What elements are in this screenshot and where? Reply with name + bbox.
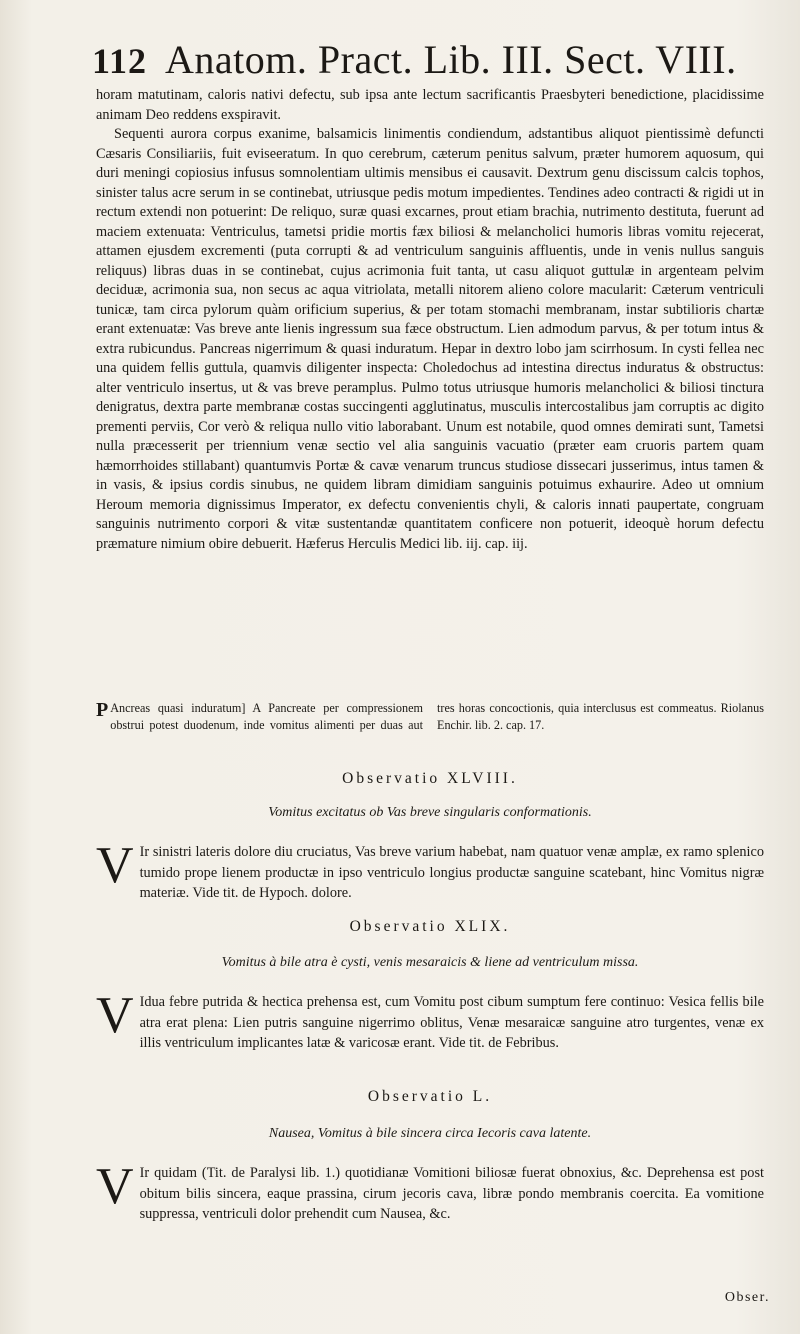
observation-text [96,1158,764,1225]
observation-heading: Observatio L. [367,1088,493,1105]
observation-heading: Observatio XLIX. [349,918,511,935]
footnote-text: Ancreas quasi induratum] A Pancreate per compressionem obstrui potest duodenum, inde vomitus alimenti per duas aut tres horas concoctionis, quia interclusus est commeatus. Riolanus Enchir. lib. 2. cap. 17. [110,701,764,732]
page-number: 112 [92,41,148,81]
paragraph: Sequenti aurora corpus exanime, balsamicis linimentis condiendum, adstantibus aliquot pientissimè defuncti Cæsaris Consiliariis, fuit eviseeratum. In quo cerebrum, cæterum penitus salvum, præter humorem aquosum, qui duri meningi copiosius infusus somnolentiam ultimis mensibus ei causavit. Dextrum genu discissum calcis tophos, sinister talus acre serum in se continebat, utriusque pedis motum impedientes. Tendines adeo contracti & rigidi ut in rectum extendi non potuerint: De reliquo, suræ quasi excarnes, prout etiam brachia, nutrimento destituta, fuerunt ad maciem extenuata: Ventriculus, tametsi pridie mortis fæx biliosi & melancholici humoris libras vomitu rejecerat, attamen ejusdem excrementi (puta corrupti & ad ventriculum sanguinis affluentis, unde in venis nullus sanguis reliquus) libras duas in se continebat, cujus acrimonia fuit tanta, ut casu aliquot guttulæ in argenteam pelvim deciduæ, acrimonia sua, non secus ac aqua vitriolata, metalli nitorem alieno colore macularit: Cæterum ventriculi tunicæ, tam circa pylorum quàm orificium superius, & per totam stomachi membranam, instar subtilioris chartæ erant extenuatæ: Vas breve ante lienis ingressum sua fæce obstructum. Lien admodum parvus, & per totum intus & extra rubicundus. Pancreas nigerrimum & quasi induratum. Hepar in dextro lobo jam scirrhosum. In cysti fellea nec una quidem fellis guttula, quamvis diligenter inspecta: Choledochus ad intestina directus induratus & obstructus: alter ventriculo insertus, ut & vas breve peramplus. Pulmo totus utriusque humoris melancholici & biliosi tinctura denigratus, dextra parte membranæ costas succingenti agglutinatus, musculis intercostalibus jam corruptis ac digito prementi perviis, Cor verò & reliqua nullo vitio laborabant. Unum est notabile, quod omnes demirati sunt, Tametsi nulla præcesserit per triennium venæ sectio vel alia sanguinis vacuatio (præter eam cruoris partem quam hæmorrhoides stillabant) quantumvis Portæ & cavæ venarum truncus studiose dissecari jusserimus, intus tamen & in vasis, & ipsius cordis sinubus, ne quidem libram dimidiam sanguinis potuimus exhaurire. Adeo ut omnium Heroum memoria dignissimus Imperator, ex defectu convenientis chyli, & caloris innati paupertate, congruam sanguinis nutrimento corpori & vitæ sustentandæ quantitatem conficere non potuerit, ideoquè horum defectu præmature nimium obire debuerit. Hæferus Herculis Medici lib. iij. cap. iij. [96,126,764,552]
observation-subtitle: Vomitus à bile atra è cysti, venis mesaraicis & liene ad ventriculum missa. [221,955,639,970]
running-title: Anatom. Pract. Lib. III. Sect. VIII. [165,37,737,82]
drop-cap: V [96,987,134,1044]
observation-subtitle: Vomitus excitatus ob Vas breve singularis conformationis. [268,805,592,820]
footnote [96,700,764,734]
observation-text [96,987,764,1054]
footnote-marker: P [96,699,109,721]
catchword: Obser. [724,1290,770,1305]
paragraph: horam matutinam, caloris nativi defectu, sub ipsa ante lectum sacrificantis Praesbyteri benedictione, placidissime animam Deo reddens exspiravit. [96,87,764,123]
observation-body: Ir quidam (Tit. de Paralysi lib. 1.) quotidianæ Vomitioni biliosæ fuerat obnoxius, &c. Deprehensa est post obitum bilis sincera, eaque prassina, cirum jecoris cava, libræ pondo membranis coercita. Ea vomitione suppressa, ventriculi dolor prehendit cum Nausea, &c. [139,1165,764,1222]
drop-cap: V [96,1158,134,1215]
observation-subtitle: Nausea, Vomitus à bile sincera circa Iecoris cava latente. [268,1126,592,1141]
drop-cap: V [96,837,134,894]
observation-body: Ir sinistri lateris dolore diu cruciatus, Vas breve varium habebat, nam quatuor venæ amplæ, ex ramo splenico tumido prope lienem productæ in ipso ventriculo longius productæ sanguine scatebant, hinc Vomitus nigræ materiæ. Vide tit. de Hypoch. dolore. [139,844,764,901]
observation-text [96,837,764,904]
page-header [92,36,772,88]
main-text [96,86,764,554]
observation-heading: Observatio XLVIII. [342,770,518,787]
observation-body: Idua febre putrida & hectica prehensa est, cum Vomitu post cibum sumptum fere continuo: Vesica fellis bile atra erat plena: Lien putris sanguine nigerrimo oblitus, Venæ mesaraicæ sanguine atro turgentes, venæ ex illis ventriculum implicantes latæ & varicosæ erant. Vide tit. de Febribus. [139,994,764,1051]
